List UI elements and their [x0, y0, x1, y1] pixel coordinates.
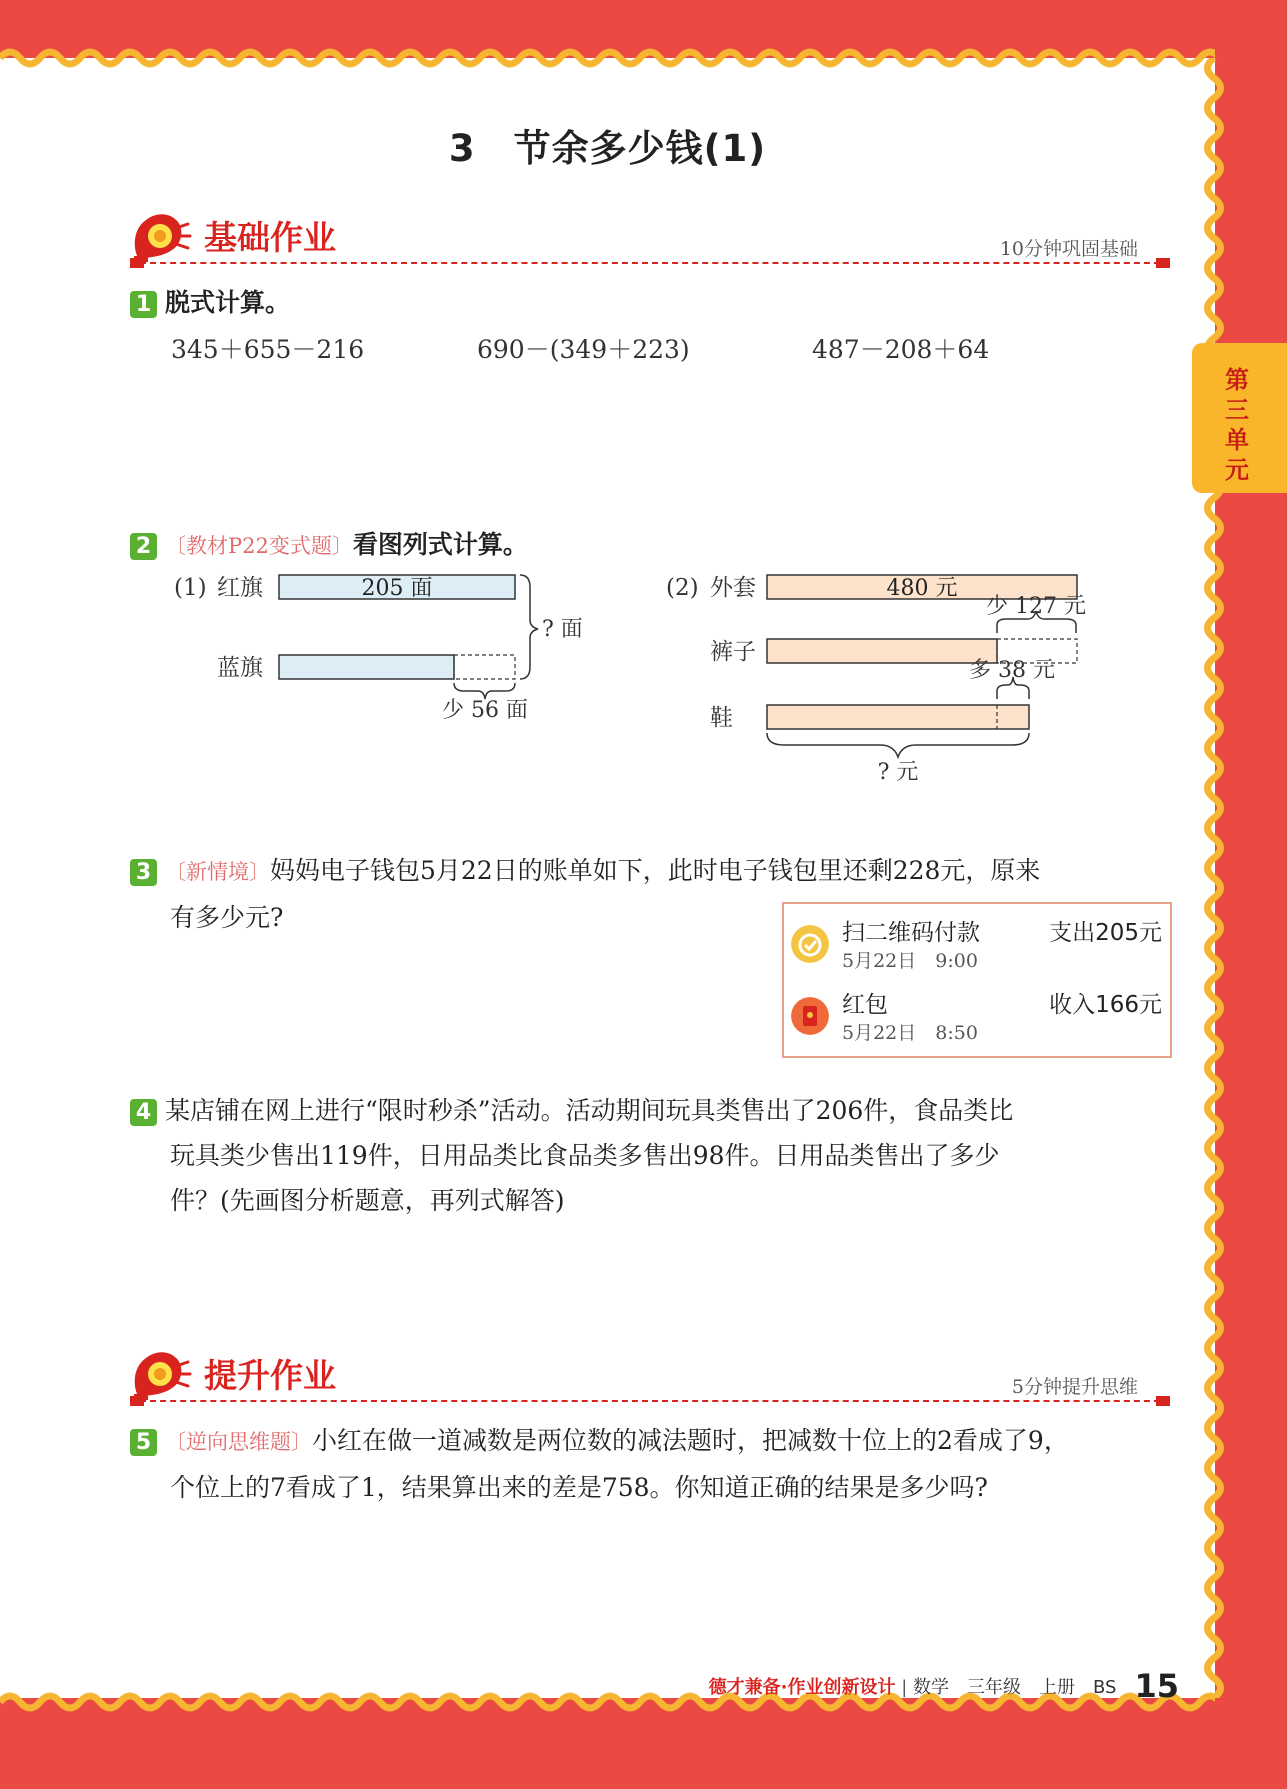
top-wave-border: [0, 46, 1215, 70]
fig2-row1-label: 外套: [710, 575, 756, 601]
question-line-2: 玩具类少售出119件，日用品类比食品类多售出98件。日用品类售出了多少: [170, 1141, 1000, 1170]
question-title: 脱式计算。: [165, 288, 291, 317]
fig2-bar-shoes: [767, 705, 1029, 729]
figure-1: [174, 575, 583, 723]
expression-3: 487－208＋64: [812, 335, 990, 364]
question-number: 2: [130, 533, 157, 560]
question-tag: 〔新情境〕: [165, 860, 270, 884]
question-line-2: 个位上的7看成了1，结果算出来的差是758。你知道正确的结果是多少吗?: [170, 1473, 988, 1502]
divider-cap-right: [1156, 1396, 1170, 1406]
section-divider: [130, 262, 1170, 264]
question-number: 1: [130, 291, 157, 318]
question-line-1: 小红在做一道减数是两位数的减法题时，把减数十位上的2看成了9，: [312, 1426, 1069, 1455]
qr-payment-icon: [791, 925, 829, 963]
question-line-2: 有多少元?: [170, 903, 284, 932]
section-label-advanced: 提升作业: [204, 1356, 336, 1395]
expression-2: 690－(349＋223): [477, 335, 690, 364]
section-note-basic: 10分钟巩固基础: [999, 238, 1138, 260]
right-wave-border: [1201, 58, 1227, 1698]
section-header-basic: [130, 206, 1170, 266]
divider-cap-left: [130, 1396, 144, 1406]
section-divider: [130, 1400, 1170, 1402]
bar-diagrams: [160, 565, 1190, 790]
question-tag: 〔教材P22变式题〕: [165, 534, 353, 558]
fig2-bar-value: 480 元: [886, 576, 958, 601]
question-line-3: 件？(先画图分析题意，再列式解答): [170, 1186, 565, 1215]
red-packet-icon: [791, 997, 829, 1035]
fig2-bar-pants: [767, 639, 997, 663]
expression-1: 345＋655－216: [171, 335, 365, 364]
fig1-brace-label: ? 面: [542, 617, 583, 642]
question-4: [130, 1088, 1013, 1223]
lantern-mascot-icon: [130, 206, 194, 262]
fig2-total-brace: [767, 733, 1029, 757]
question-line-1: 某店铺在网上进行“限时秒杀”活动。活动期间玩具类售出了206件，食品类比: [165, 1096, 1014, 1125]
divider-cap-right: [1156, 258, 1170, 268]
question-tag: 〔逆向思维题〕: [165, 1430, 312, 1454]
fig1-label: (1): [174, 575, 207, 601]
section-label-basic: 基础作业: [204, 218, 336, 257]
bill-entry-time: 5月22日 8:50: [842, 1022, 978, 1044]
fig2-diff2-label: 多 38 元: [969, 658, 1055, 683]
bill-entry-name: 扫二维码付款: [842, 920, 980, 946]
bill-entry-amount: 收入166元: [1049, 992, 1162, 1018]
question-line-1: 妈妈电子钱包5月22日的账单如下，此时电子钱包里还剩228元，原来: [270, 856, 1041, 885]
fig1-row2-label: 蓝旗: [217, 655, 263, 681]
footer-brand: 德才兼备·作业创新设计: [708, 1677, 896, 1698]
bill-entry-time: 5月22日 9:00: [842, 950, 978, 972]
section-note-advanced: 5分钟提升思维: [1011, 1376, 1138, 1398]
bill-entry-redpacket: [784, 980, 1170, 1050]
fig2-row2-label: 裤子: [710, 639, 756, 665]
section-header-advanced: [130, 1344, 1170, 1404]
wallet-bill: [782, 902, 1172, 1058]
question-5: [130, 1418, 1069, 1510]
fig2-label: (2): [666, 575, 699, 601]
question-number: 3: [130, 859, 157, 886]
figure-2: [666, 575, 1086, 785]
fig2-total-label: ? 元: [877, 760, 919, 785]
question-title: 看图列式计算。: [352, 530, 528, 559]
fig1-bottom-brace: [454, 683, 515, 699]
page-number: 15: [1134, 1667, 1179, 1705]
fig2-row3-label: 鞋: [710, 705, 733, 731]
fig1-diff-label: 少 56 面: [442, 698, 528, 723]
question-1: [130, 280, 290, 325]
unit-side-tab-label: 第三单元: [1225, 366, 1249, 484]
fig1-bar-blue: [279, 655, 454, 679]
footer-book-info: 数学 三年级 上册 BS: [913, 1677, 1117, 1698]
fig1-right-brace: [520, 575, 538, 679]
page-title: 3 节余多少钱(1): [448, 127, 767, 170]
fig1-bar-blue-gap: [454, 655, 515, 679]
question-2: [130, 522, 528, 569]
question-number: 4: [130, 1099, 157, 1126]
fig1-row1-label: 红旗: [217, 575, 263, 601]
bill-entry-name: 红包: [842, 992, 888, 1018]
unit-side-tab: [1192, 343, 1287, 493]
lantern-mascot-icon: [130, 1344, 194, 1400]
bill-entry-payment: [784, 908, 1170, 978]
divider-cap-left: [130, 258, 144, 268]
question-number: 5: [130, 1429, 157, 1456]
fig2-diff1-label: 少 127 元: [986, 594, 1086, 619]
fig1-bar-value: 205 面: [361, 576, 433, 601]
page-footer: 德才兼备·作业创新设计 | 数学 三年级 上册 BS 15: [708, 1667, 1179, 1705]
bill-entry-amount: 支出205元: [1049, 920, 1162, 946]
